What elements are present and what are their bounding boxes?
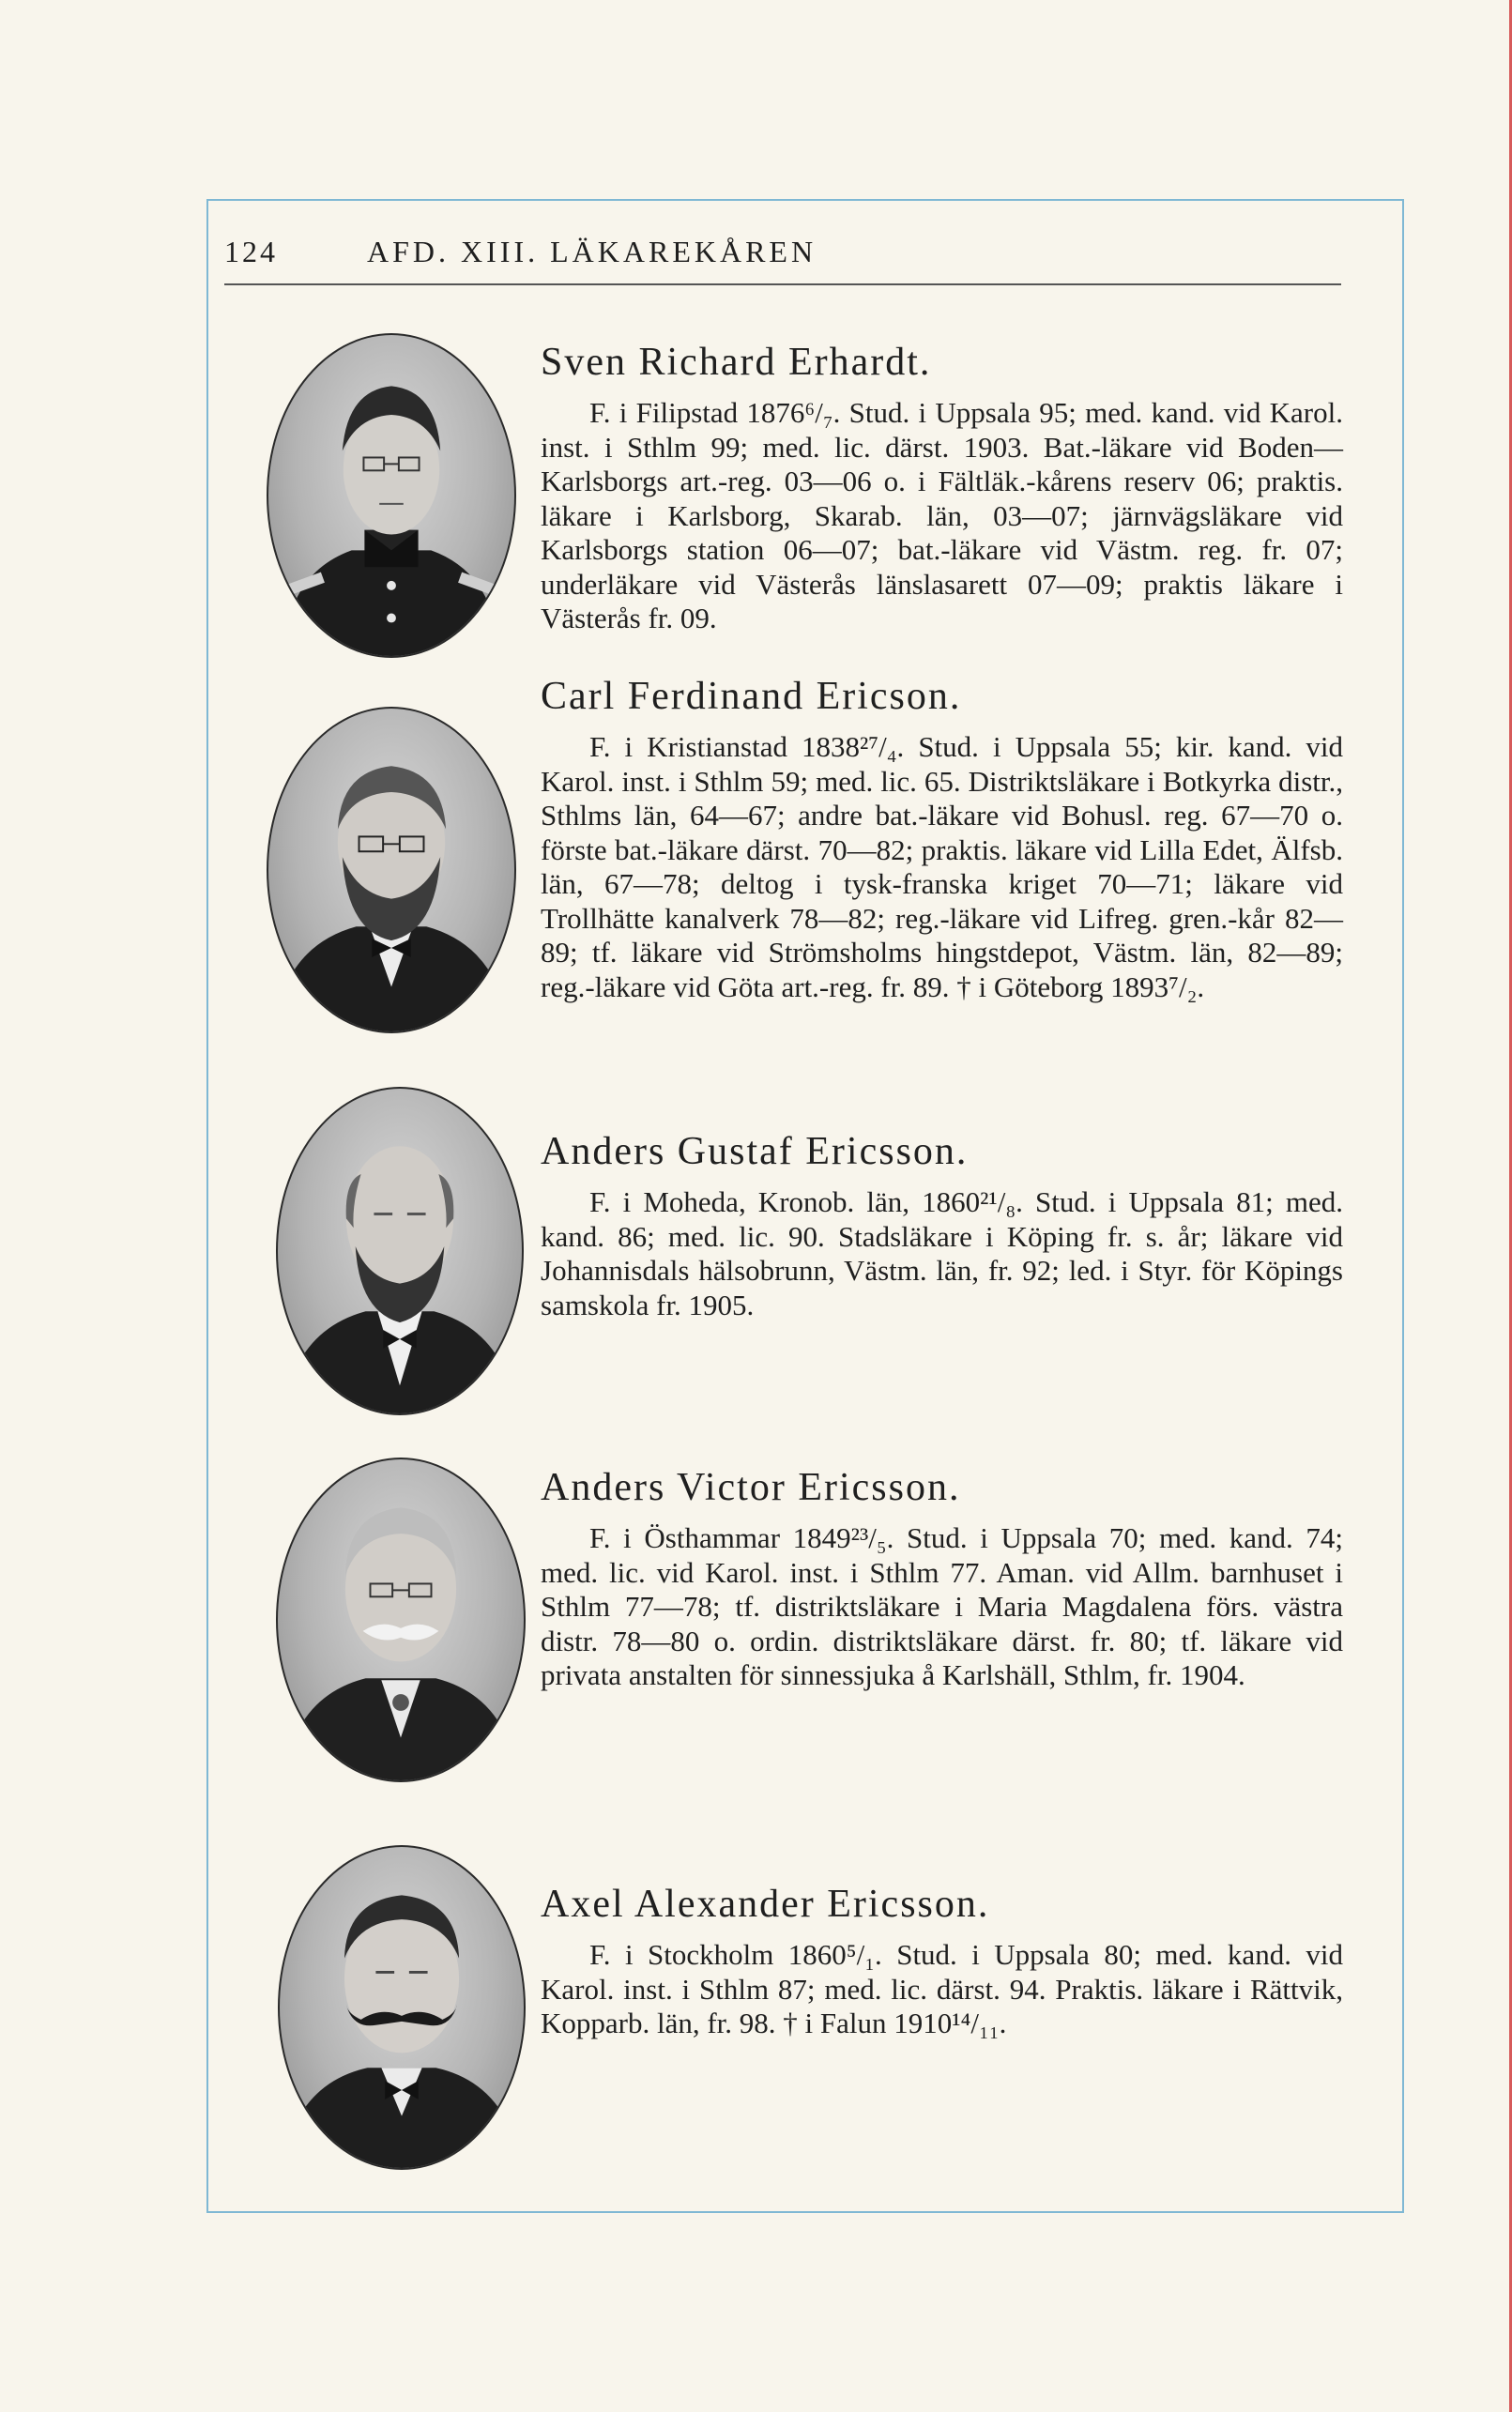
person-name: Sven Richard Erhardt. (541, 341, 932, 384)
portrait-photo (267, 707, 516, 1033)
running-header (224, 235, 1341, 285)
portrait-photo (267, 333, 516, 658)
biography-text: F. i Kristianstad 1838²⁷/₄. Stud. i Uppsala 55; kir. kand. vid Karol. inst. i Sthlm 59; med. lic. 65. Distriktsläkare i Botkyrka distr., Sthlms län, 64—67; andre bat.-läkare vid Bohusl. reg. 67—70 o. förste bat.-läkare därst. 70—82; praktis. läkare vid Lilla Edet, Älfsb. län, 67—78; deltog i tysk-franska kriget 70—71; läkare vid Trollhätte kanalverk 78—82; reg.-läkare vid Lifreg. gren.-kår 82—89; tf. läkare vid Strömsholms hingstdepot, Västm. län, 82—89; reg.-läkare vid Göta art.-reg. fr. 89. † i Göteborg 1893⁷/₂. (541, 730, 1343, 1003)
section-title: AFD. XIII. LÄKAREKÅREN (367, 235, 817, 268)
portrait-photo (278, 1845, 526, 2170)
biography-text: F. i Moheda, Kronob. län, 1860²¹/₈. Stud. i Uppsala 81; med. kand. 86; med. lic. 90. Stadsläkare i Köping fr. s. år; läkare vid Johannisdals hälsobrunn, Västm. län, fr. 92; led. i Styr. för Köpings samskola fr. 1905. (541, 1185, 1343, 1321)
person-name: Anders Gustaf Ericsson. (541, 1130, 969, 1173)
biography-entry (541, 1465, 1343, 1693)
portrait-photo (276, 1087, 524, 1415)
biography-entry (541, 1882, 1343, 2041)
biography-entry (541, 1129, 1343, 1322)
person-name: Anders Victor Ericsson. (541, 1466, 961, 1509)
biography-text: F. i Stockholm 1860⁵/₁. Stud. i Uppsala 80; med. kand. vid Karol. inst. i Sthlm 87; med. lic. därst. 94. Praktis. läkare i Rättvik, Kopparb. län, fr. 98. † i Falun 1910¹⁴/₁₁. (541, 1938, 1343, 2039)
page-number: 124 (224, 235, 278, 268)
biography-text: F. i Östhammar 1849²³/₅. Stud. i Uppsala 70; med. kand. 74; med. lic. vid Karol. inst. i Sthlm 77. Aman. vid Allm. barnhuset i Sthlm 77—78; tf. distriktsläkare i Maria Magdalena förs. västra distr. 78—80 o. ordin. distriktsläkare därst. fr. 80; tf. läkare vid privata anstalten för sinnessjuka å Karlshäll, Sthlm, fr. 1904. (541, 1521, 1343, 1691)
biography-text: F. i Filipstad 1876⁶/₇. Stud. i Uppsala 95; med. kand. vid Karol. inst. i Sthlm 99; med. lic. därst. 1903. Bat.-läkare vid Boden—Karlsborgs art.-reg. 03—06 o. i Fältläk.-kårens reserv 06; praktis. läkare i Karlsborg, Skarab. län, 03—07; järnvägsläkare vid Karlsborgs station 06—07; bat.-läkare vid Västm. reg. fr. 07; underläkare vid Västerås länslasarett 07—09; praktis läkare i Västerås fr. 09. (541, 396, 1343, 634)
biography-entry (541, 674, 1343, 1004)
biography-entry (541, 340, 1343, 636)
portrait-photo (276, 1458, 526, 1782)
person-name: Carl Ferdinand Ericson. (541, 675, 962, 718)
person-name: Axel Alexander Ericsson. (541, 1883, 990, 1926)
